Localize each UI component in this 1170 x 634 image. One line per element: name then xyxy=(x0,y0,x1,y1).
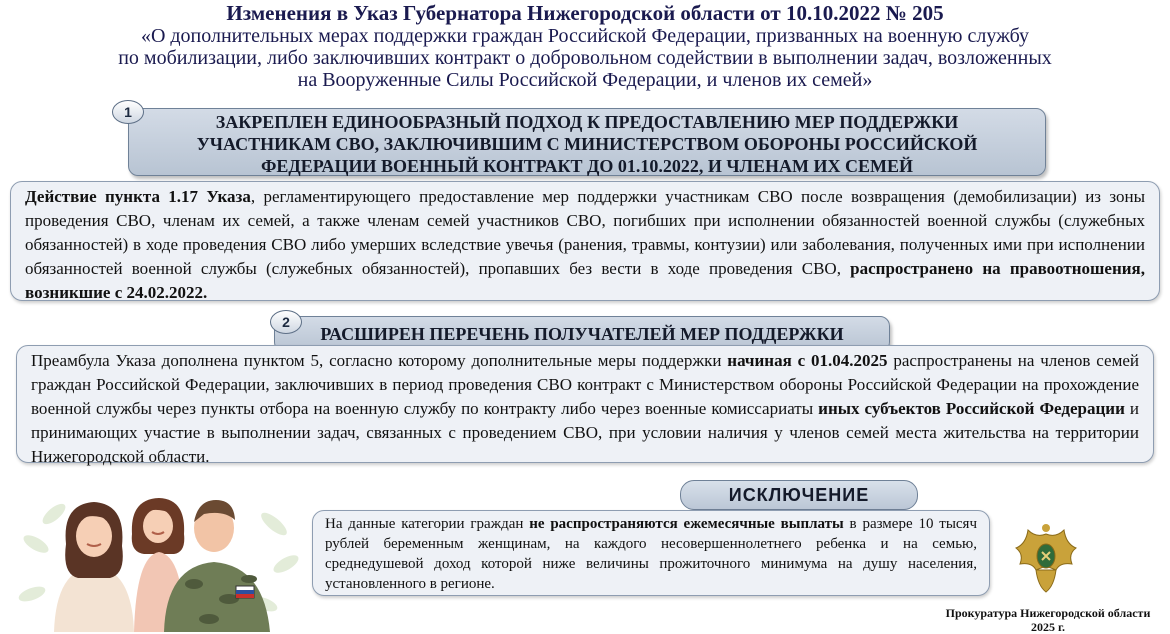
section1-banner xyxy=(128,108,1046,176)
section2-text: распространены на членов семей граждан Российской Федерации, заключивших в период проведения СВО контракт с Министерством обороны Российской Федерации на прохождение военной службы через пункты отбора на военную службу по контракту либо через военные комиссариаты xyxy=(31,351,1139,418)
document-title: Изменения в Указ Губернатора Нижегородской области от 10.10.2022 № 205 xyxy=(226,1,944,25)
section2-text-box xyxy=(16,345,1154,466)
exception-banner: ИСКЛЮЧЕНИЕ xyxy=(680,480,918,510)
section1-text-box xyxy=(10,181,1160,301)
exception-paragraph xyxy=(325,514,977,594)
section1-banner-line: ЗАКРЕПЛЕН ЕДИНООБРАЗНЫЙ ПОДХОД К ПРЕДОСТАВЛЕНИЮ МЕР ПОДДЕРЖКИ xyxy=(215,112,959,132)
section2-number-badge: 2 xyxy=(270,310,302,334)
section1-bold-start: Действие пункта 1.17 Указа xyxy=(25,187,251,206)
section1-number-badge: 1 xyxy=(112,100,144,124)
exception-text-box xyxy=(312,510,990,596)
woman-figure xyxy=(54,502,134,632)
section1-bold-end: распространено на правоотношения, возникшие с 24.02.2022. xyxy=(25,259,1145,302)
section1-banner-line: УЧАСТНИКАМ СВО, ЗАКЛЮЧИВШИМ С МИНИСТЕРСТВОМ ОБОРОНЫ РОССИЙСКОЙ xyxy=(196,134,978,154)
footer-organization: Прокуратура Нижегородской области xyxy=(945,606,1151,620)
document-subtitle xyxy=(0,25,1170,91)
section1-banner-line: ФЕДЕРАЦИИ ВОЕННЫЙ КОНТРАКТ ДО 01.10.2022, И ЧЛЕНАМ ИХ СЕМЕЙ xyxy=(260,156,914,176)
section2-text: Преамбула Указа дополнена пунктом 5, согласно которому дополнительные меры поддержки xyxy=(31,351,728,370)
exception-text: в размере 10 тысяч рублей беременным женщинам, на каждого несовершеннолетнего ребенка и на семью, среднедушевой доход которой ниже величины прожиточного минимума на душу населения, установленного в регионе. xyxy=(325,516,977,592)
family-illustration xyxy=(14,474,304,632)
prosecutor-emblem-icon xyxy=(1006,520,1086,600)
subtitle-line: на Вооруженные Силы Российской Федерации, и членов их семей» xyxy=(297,69,873,91)
section1-paragraph xyxy=(25,185,1145,305)
section2-paragraph xyxy=(31,349,1139,469)
section2-banner: РАСШИРЕН ПЕРЕЧЕНЬ ПОЛУЧАТЕЛЕЙ МЕР ПОДДЕРЖКИ xyxy=(274,316,890,352)
subtitle-line: по мобилизации, либо заключивших контракт о добровольном содействии в выполнении задач, возложенных xyxy=(118,47,1052,69)
exception-text: На данные категории граждан xyxy=(325,516,530,532)
footer-year: 2025 г. xyxy=(1030,620,1066,634)
subtitle-line: «О дополнительных мерах поддержки граждан Российской Федерации, призванных на военную службу xyxy=(140,25,1030,47)
section2-bold-date: начиная с 01.04.2025 xyxy=(727,351,888,370)
footer xyxy=(926,606,1170,634)
section2-bold-subjects: иных субъектов Российской Федерации xyxy=(818,399,1125,418)
exception-bold: не распространяются ежемесячные выплаты xyxy=(529,516,844,532)
section1-text: , регламентирующего предоставление мер поддержки участникам СВО после возвращения (демобилизации) из зоны проведения СВО, членам их семей, а также членам семей участников СВО, погибших при исполнении обязанностей военной службы (служебных обязанностей) в ходе проведения СВО либо умерших вследствие увечья (ранения, травмы, контузии) или заболевания, полученных ими при исполнении обязанностей военной службы (служебных обязанностей), пропавших без вести в ходе проведения СВО, xyxy=(25,187,1146,278)
section2-text: и принимающих участие в выполнении задач, связанных с проведением СВО, при условии наличия у членов семей места жительства на территории Нижегородской области. xyxy=(31,399,1139,466)
